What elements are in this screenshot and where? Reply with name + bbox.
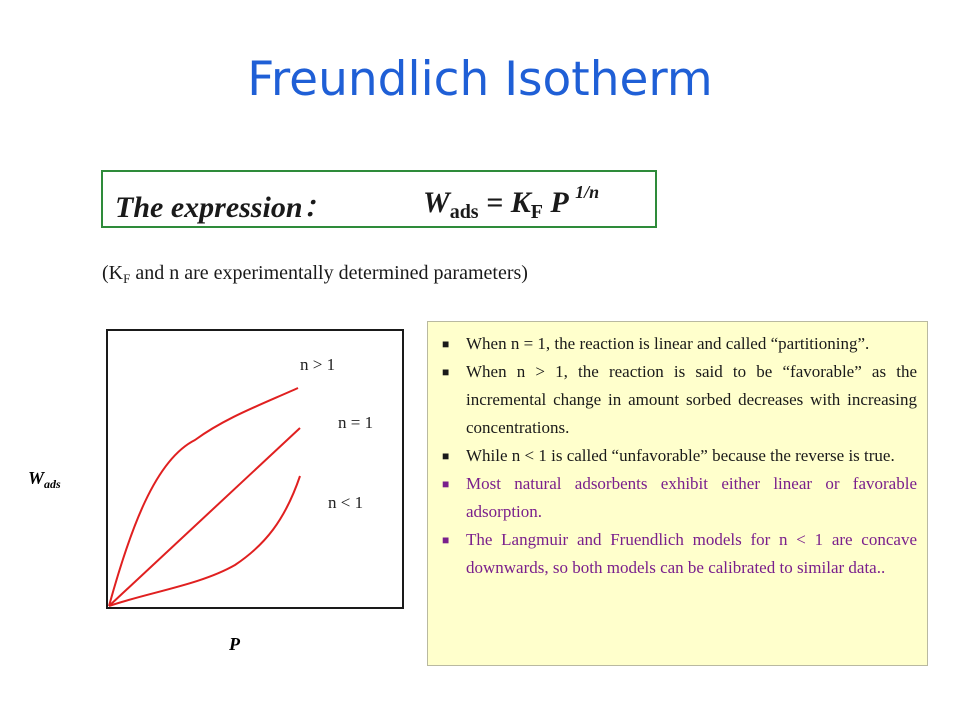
curve-n-less-1 xyxy=(109,476,300,606)
note-item: ■ The Langmuir and Fruendlich models for n < 1 are concave downwards, so both models can be calibrated to similar data.. xyxy=(440,526,917,582)
page-title: Freundlich Isotherm xyxy=(247,52,713,107)
formula-w: W xyxy=(423,186,450,219)
expression-label: The expression： xyxy=(115,191,333,224)
formula-p: P xyxy=(550,186,568,219)
note-item: ■ While n < 1 is called “unfavorable” because the reverse is true. xyxy=(440,442,917,470)
notes-panel xyxy=(427,321,928,666)
curve-label-n-less-1: n < 1 xyxy=(328,493,364,512)
formula-exponent: 1/n xyxy=(575,182,600,202)
note-open: (K xyxy=(102,262,124,284)
x-axis-label: P xyxy=(229,634,240,654)
bullet-icon: ■ xyxy=(442,533,450,547)
note-item: ■ Most natural adsorbents exhibit either linear or favorable adsorption. xyxy=(440,470,917,526)
curve-label-n-equal-1: n = 1 xyxy=(338,413,374,432)
formula-w-sub: ads xyxy=(449,201,479,223)
note-k-sub: F xyxy=(123,271,131,286)
note-rest: and n are experimentally determined parameters) xyxy=(130,262,528,284)
formula-k-sub: F xyxy=(530,201,543,223)
note-item: ■ When n > 1, the reaction is said to be “favorable” as the incremental change in amount sorbed decreases with increasing concentrations. xyxy=(440,358,917,442)
bullet-icon: ■ xyxy=(442,365,450,379)
y-axis-label: $W_{ads}$ xyxy=(28,468,61,491)
bullet-icon: ■ xyxy=(442,337,450,351)
formula-equals-k: = K xyxy=(486,186,531,219)
curve-label-n-greater-1: n > 1 xyxy=(300,355,336,374)
curve-n-greater-1 xyxy=(109,388,298,606)
bullet-icon: ■ xyxy=(442,449,450,463)
bullet-icon: ■ xyxy=(442,477,450,491)
note-item: ■ When n = 1, the reaction is linear and called “partitioning”. xyxy=(440,330,917,358)
